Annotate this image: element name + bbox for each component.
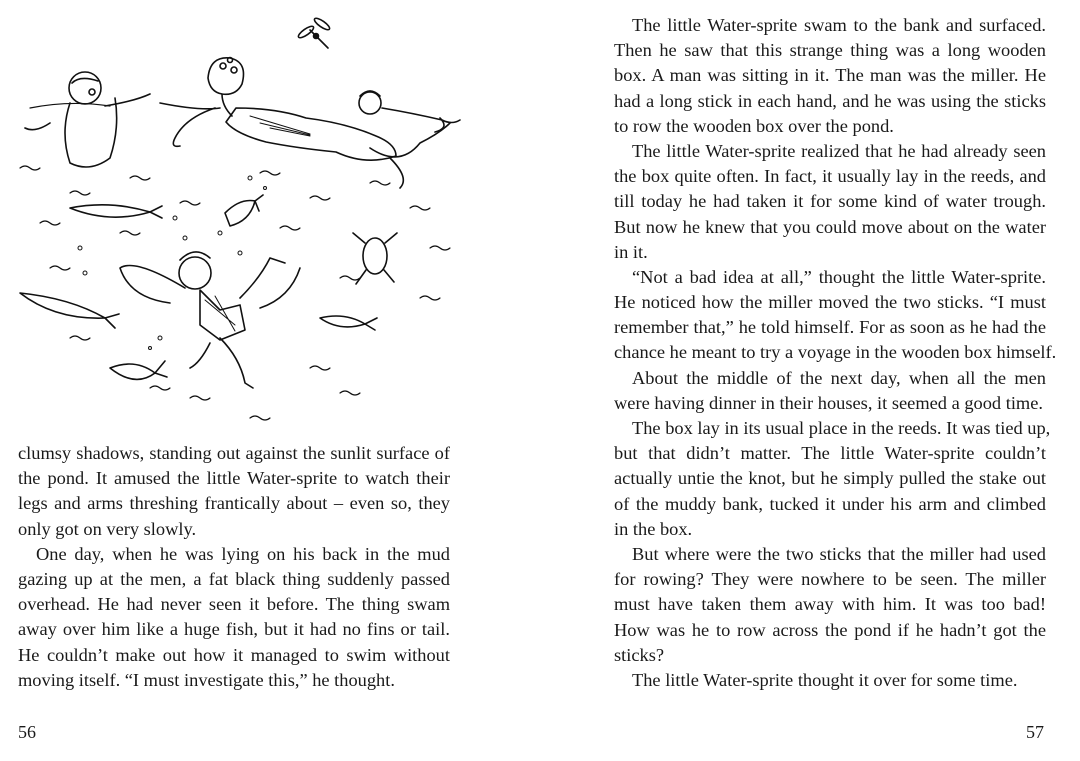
text-line: He noticed how the miller moved the two sticks. “I must	[614, 292, 1046, 313]
frog-drawing	[353, 233, 397, 284]
text-line: only got on very slowly.	[18, 518, 197, 539]
page-number-right: 57	[1026, 722, 1044, 742]
text-line: away over him like a huge fish, but it had no fins or tail.	[18, 619, 450, 640]
text-line: but that didn’t matter. The little Water-sprite couldn’t	[614, 443, 1046, 464]
text-line: of the muddy bank, tucked it under his arm and climbed	[614, 493, 1046, 514]
text-line: the pond. It amused the little Water-sprite to watch their	[18, 468, 450, 489]
text-line: overhead. He had never seen it before. The thing swam	[18, 594, 450, 615]
text-line: The little Water-sprite swam to the bank and surfaced.	[632, 15, 1046, 35]
page-number-left: 56	[18, 722, 36, 742]
text-line: sticks?	[614, 644, 665, 665]
text-line: were having dinner in their houses, it seemed a good time.	[614, 392, 1044, 413]
text-line: The little Water-sprite thought it over for some time.	[632, 669, 1018, 690]
text-line: had a long stick in each hand, and he was using the sticks	[614, 90, 1046, 111]
text-line: “Not a bad idea at all,” thought the little Water-sprite.	[632, 266, 1046, 287]
text-line: clumsy shadows, standing out against the sunlit surface of	[18, 443, 450, 463]
text-line: The little Water-sprite realized that he had already seen	[632, 140, 1046, 161]
text-line: One day, when he was lying on his back in the mud	[36, 543, 450, 564]
text-line: box. A man was sitting in it. The man was the miller. He	[614, 65, 1046, 86]
text-line: About the middle of the next day, when all the men	[632, 367, 1046, 388]
dragonfly-drawing	[297, 16, 331, 48]
right-page	[540, 0, 1080, 761]
text-line: He couldn’t make out how it managed to swim without	[18, 644, 450, 665]
text-line: remember that,” he told himself. For as soon as he had the	[614, 317, 1046, 338]
text-line: But now he knew that you could move about on the water	[614, 216, 1046, 237]
text-line: chance he meant to try a voyage in the wooden box himself.	[614, 342, 1057, 363]
text-line: gazing up at the men, a fat black thing suddenly passed	[18, 568, 450, 589]
left-page-text	[18, 441, 450, 693]
text-line: must have taken them away with him. It was too bad!	[614, 594, 1046, 615]
text-line: legs and arms threshing frantically about – even so, they	[18, 493, 450, 514]
woman-swimmer-drawing	[160, 58, 450, 189]
text-line: in the box.	[614, 518, 693, 539]
text-line: the box quite often. In fact, it usually lay in the reeds, and	[614, 166, 1046, 187]
text-line: But where were the two sticks that the miller had used	[632, 543, 1046, 564]
text-line: The box lay in its usual place in the reeds. It was tied up,	[632, 418, 1051, 438]
swimmers-and-water-sprite-illustration	[10, 8, 470, 428]
bubbles-drawing	[78, 176, 267, 350]
fish-drawings	[20, 195, 377, 379]
text-line: to row the wooden box over the pond.	[614, 115, 894, 136]
child-swimmer-drawing	[359, 91, 460, 132]
text-line: till today he had taken it for some kind of water trough.	[614, 191, 1046, 212]
text-line: Then he saw that this strange thing was a long wooden	[614, 40, 1046, 61]
text-line: How was he to row across the pond if he hadn’t got the	[614, 619, 1046, 640]
text-line: for rowing? They were nowhere to be seen. The miller	[614, 569, 1046, 590]
text-line: in it.	[614, 241, 648, 262]
right-page-text	[614, 13, 1057, 693]
text-line: moving itself. “I must investigate this,” he thought.	[18, 669, 395, 690]
text-line: actually untie the knot, but he simply pulled the stake out	[614, 468, 1046, 489]
old-man-swimmer-drawing	[25, 72, 150, 167]
